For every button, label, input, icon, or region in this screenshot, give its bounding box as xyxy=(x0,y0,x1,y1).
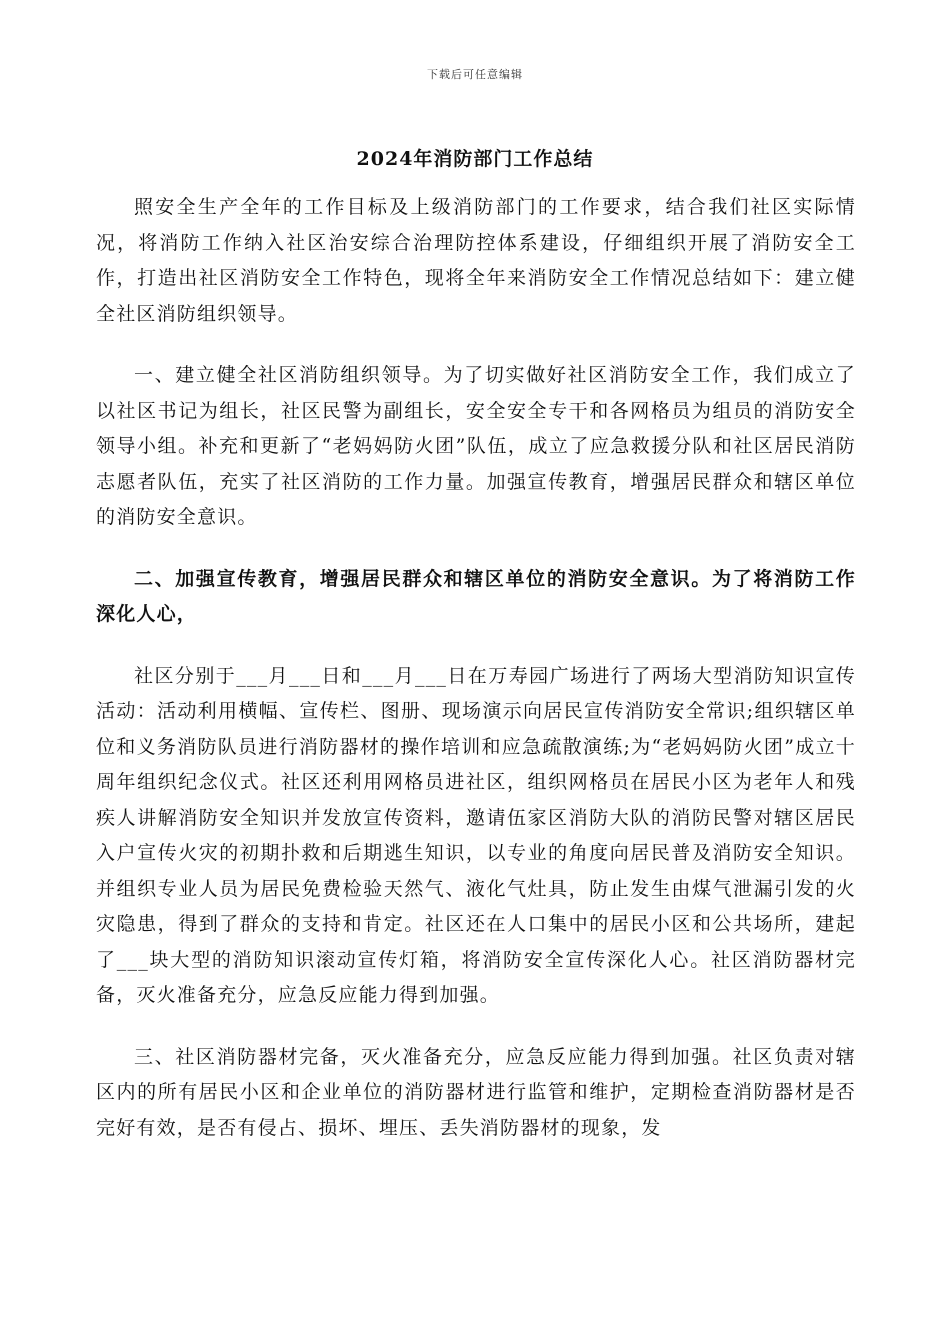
paragraph-section-2-heading: 二、加强宣传教育，增强居民群众和辖区单位的消防安全意识。为了将消防工作深化人心， xyxy=(96,567,856,625)
paragraph-section-2-body: 社区分别于___月___日和___月___日在万寿园广场进行了两场大型消防知识宣传活动：活动利用横幅、宣传栏、图册、现场演示向居民宣传消防安全常识;组织辖区单位和义务消防队员进行消防器材的操作培训和应急疏散演练;为“老妈妈防火团”成立十周年组织纪念仪式。社区还利用网格员进社区，组织网格员在居民小区为老年人和残疾人讲解消防安全知识并发放宣传资料，邀请伍家区消防大队的消防民警对辖区居民入户宣传火灾的初期扑救和后期逃生知识，以专业的角度向居民普及消防安全知识。并组织专业人员为居民免费检验天然气、液化气灶具，防止发生由煤气泄漏引发的火灾隐患，得到了群众的支持和肯定。社区还在人口集中的居民小区和公共场所，建起了___块大型的消防知识滚动宣传灯箱，将消防安全宣传深化人心。社区消防器材完备，灭火准备充分，应急反应能力得到加强。 xyxy=(96,664,856,1006)
document-title: 2024年消防部门工作总结 xyxy=(356,148,594,170)
paragraph-section-3: 三、社区消防器材完备，灭火准备充分，应急反应能力得到加强。社区负责对辖区内的所有居民小区和企业单位的消防器材进行监管和维护，定期检查消防器材是否完好有效，是否有侵占、损坏、埋压、丢失消防器材的现象，发 xyxy=(96,1045,856,1139)
paragraph-intro: 照安全生产全年的工作目标及上级消防部门的工作要求，结合我们社区实际情况，将消防工作纳入社区治安综合治理防控体系建设，仔细组织开展了消防安全工作，打造出社区消防安全工作特色，现将全年来消防安全工作情况总结如下：建立健全社区消防组织领导。 xyxy=(96,196,856,325)
paragraph-section-1: 一、建立健全社区消防组织领导。为了切实做好社区消防安全工作，我们成立了以社区书记为组长，社区民警为副组长，安全安全专干和各网格员为组员的消防安全领导小组。补充和更新了“老妈妈防火团”队伍，成立了应急救援分队和社区居民消防志愿者队伍，充实了社区消防的工作力量。加强宣传教育，增强居民群众和辖区单位的消防安全意识。 xyxy=(96,364,856,528)
document-body xyxy=(96,190,856,1172)
header-note: 下载后可任意编辑 xyxy=(427,68,523,81)
